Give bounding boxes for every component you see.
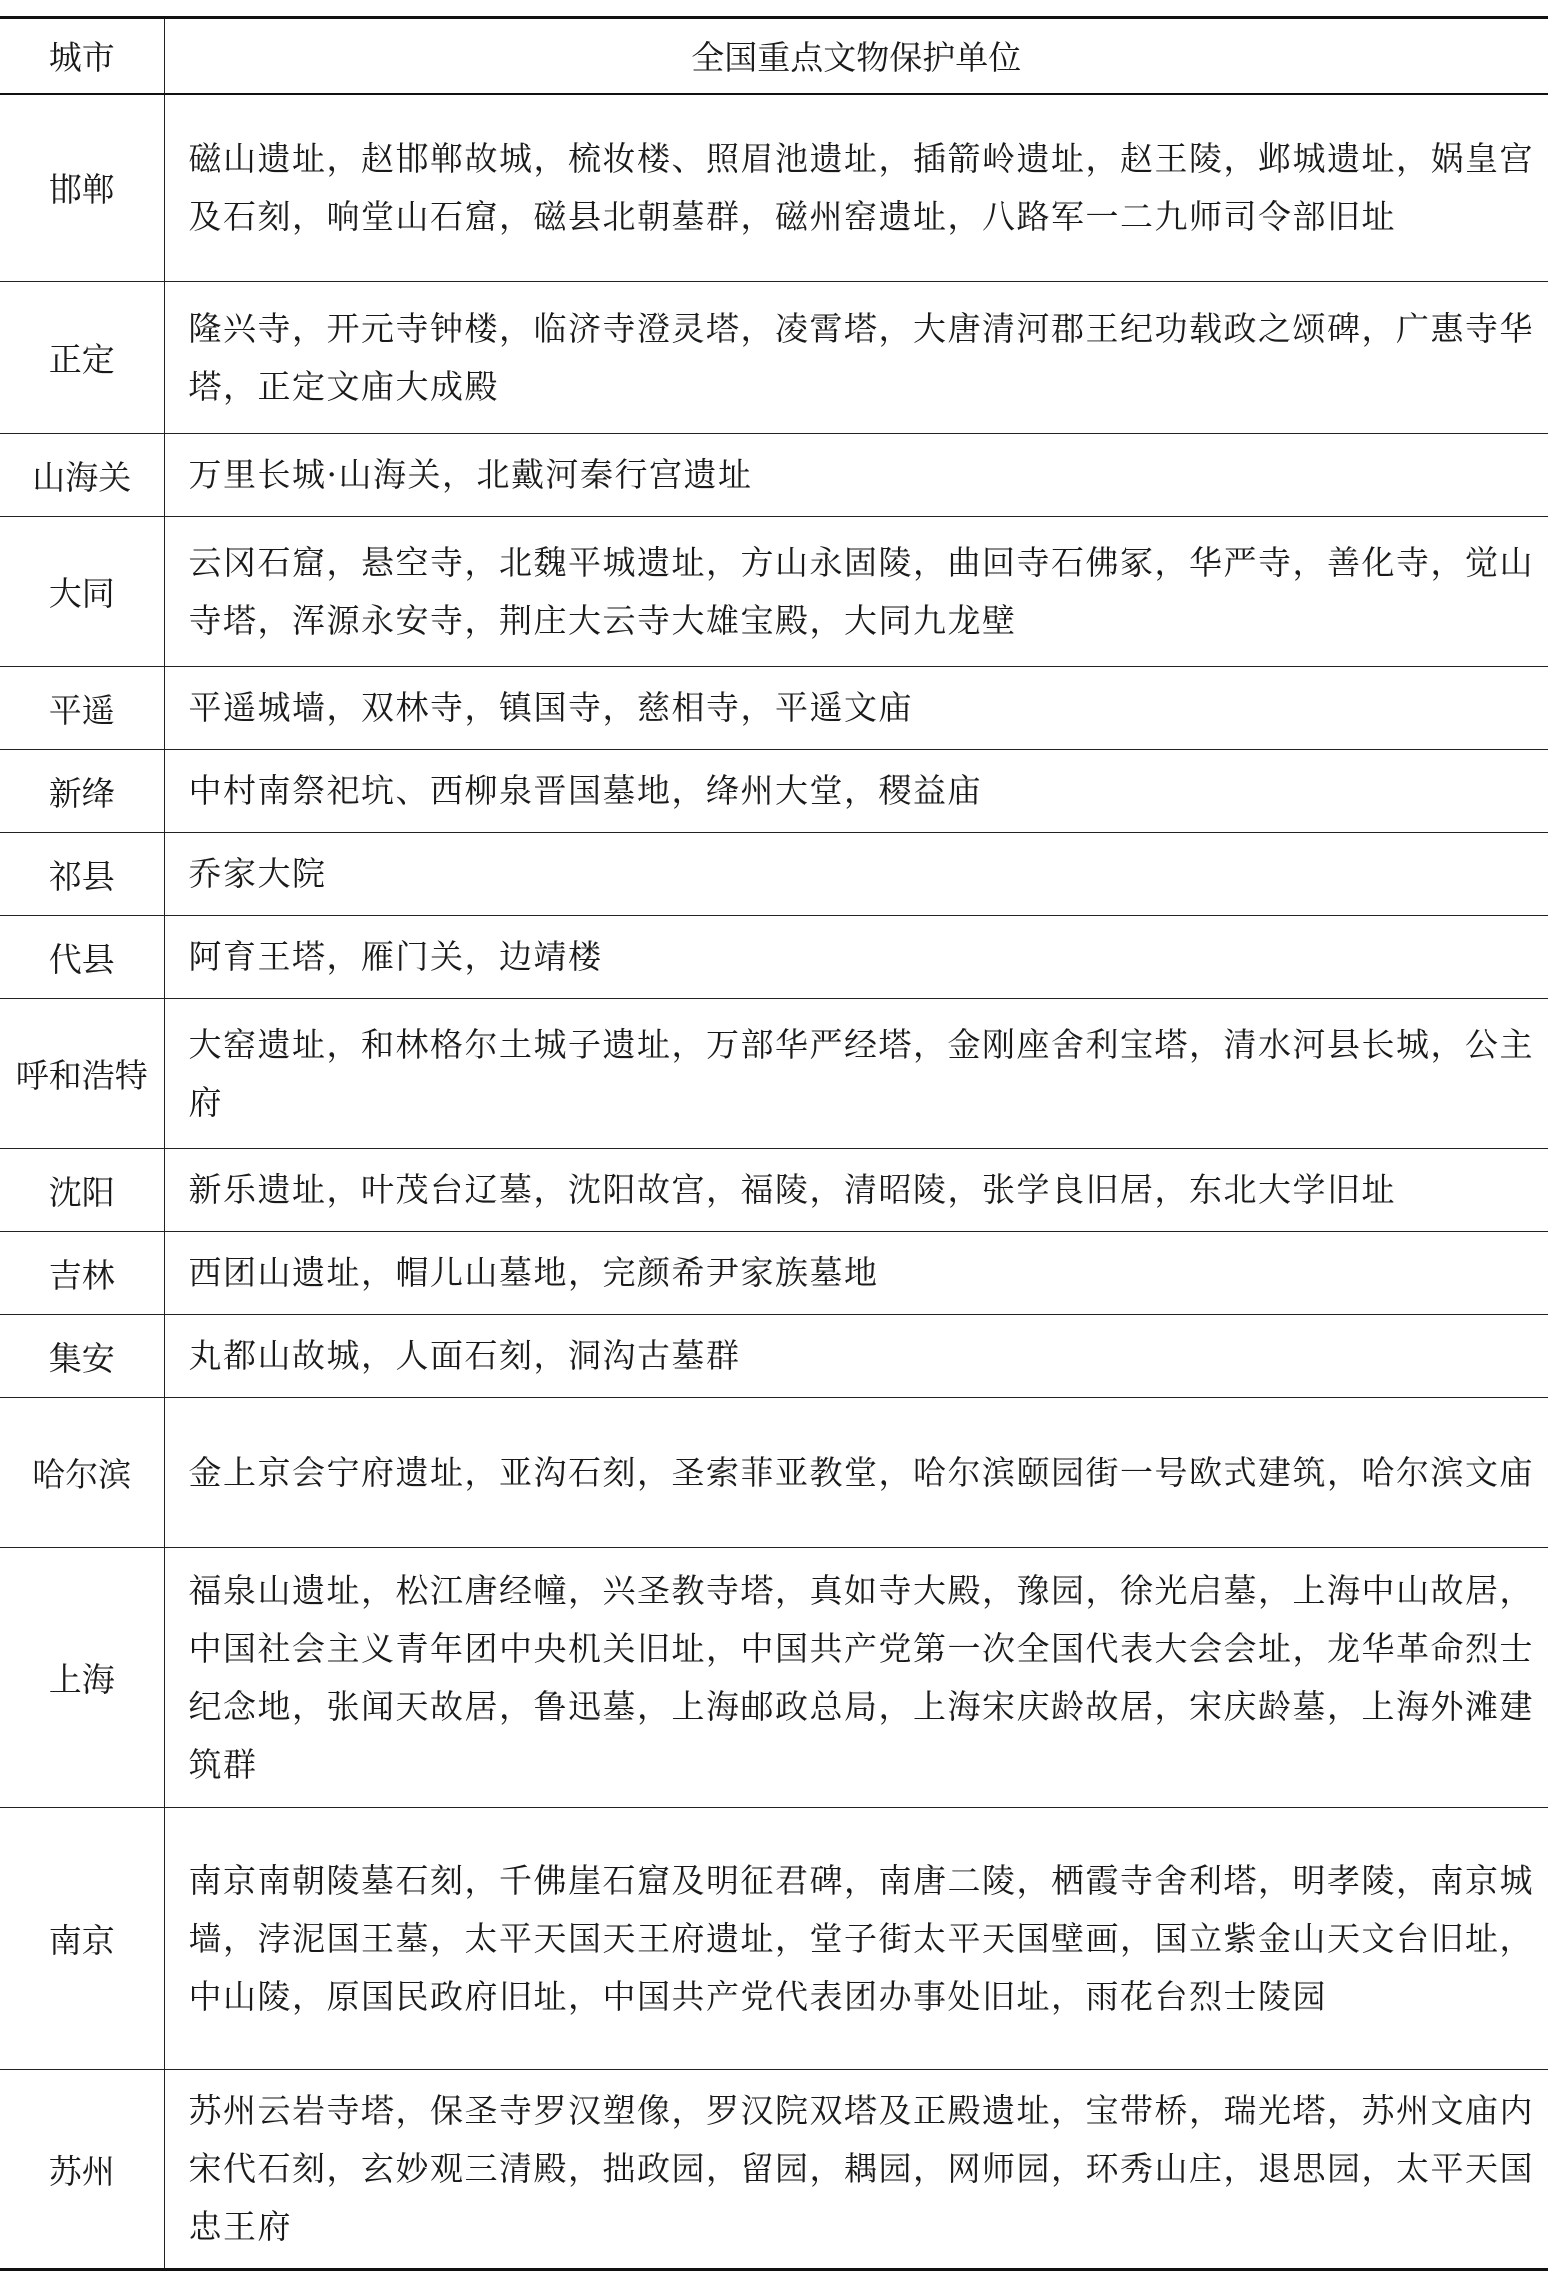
sites-cell: 磁山遗址，赵邯郸故城，梳妆楼、照眉池遗址，插箭岭遗址，赵王陵，邺城遗址，娲皇宫及石刻，响堂山石窟，磁县北朝墓群，磁州窑遗址，八路军一二九师司令部旧址 bbox=[188, 138, 1534, 236]
city-cell: 南京 bbox=[0, 1808, 164, 2070]
table-row bbox=[0, 1548, 1548, 1808]
table-row bbox=[0, 94, 1548, 282]
table-row bbox=[0, 2070, 1548, 2270]
sites-cell: 丸都山故城，人面石刻，洞沟古墓群 bbox=[188, 1336, 741, 1375]
sites-cell: 平遥城墙，双林寺，镇国寺，慈相寺，平遥文庙 bbox=[188, 688, 913, 727]
sites-cell: 金上京会宁府遗址，亚沟石刻，圣索菲亚教堂，哈尔滨颐园街一号欧式建筑，哈尔滨文庙 bbox=[188, 1452, 1534, 1492]
heritage-sites-table bbox=[0, 16, 1548, 2271]
table-row bbox=[0, 1398, 1548, 1548]
city-cell: 哈尔滨 bbox=[0, 1398, 164, 1548]
table-row bbox=[0, 434, 1548, 517]
city-cell: 代县 bbox=[0, 916, 164, 999]
table-row bbox=[0, 667, 1548, 750]
city-cell: 沈阳 bbox=[0, 1149, 164, 1232]
table-row bbox=[0, 282, 1548, 434]
header-sites: 全国重点文物保护单位 bbox=[691, 38, 1022, 78]
table-row bbox=[0, 1232, 1548, 1315]
table-row bbox=[0, 999, 1548, 1149]
table-body bbox=[0, 94, 1548, 2270]
city-cell: 平遥 bbox=[0, 667, 164, 750]
sites-cell: 中村南祭祀坑、西柳泉晋国墓地，绛州大堂，稷益庙 bbox=[188, 771, 982, 810]
heritage-table-container bbox=[0, 16, 1566, 2271]
sites-cell: 南京南朝陵墓石刻，千佛崖石窟及明征君碑，南唐二陵，栖霞寺舍利塔，明孝陵，南京城墙，浡泥国王墓，太平天国天王府遗址，堂子街太平天国壁画，国立紫金山天文台旧址，中山陵，原国民政府旧址，中国共产党代表团办事处旧址，雨花台烈士陵园 bbox=[188, 1860, 1534, 2016]
header-city: 城市 bbox=[0, 18, 164, 94]
sites-cell: 大窑遗址，和林格尔土城子遗址，万部华严经塔，金刚座舍利宝塔，清水河县长城，公主府 bbox=[188, 1024, 1534, 1122]
table-row bbox=[0, 833, 1548, 916]
city-cell: 大同 bbox=[0, 517, 164, 667]
sites-cell: 福泉山遗址，松江唐经幢，兴圣教寺塔，真如寺大殿，豫园，徐光启墓，上海中山故居，中国社会主义青年团中央机关旧址，中国共产党第一次全国代表大会会址，龙华革命烈士纪念地，张闻天故居，鲁迅墓，上海邮政总局，上海宋庆龄故居，宋庆龄墓，上海外滩建筑群 bbox=[188, 1570, 1534, 1784]
sites-cell: 新乐遗址，叶茂台辽墓，沈阳故宫，福陵，清昭陵，张学良旧居，东北大学旧址 bbox=[188, 1170, 1396, 1209]
table-row bbox=[0, 750, 1548, 833]
sites-cell: 阿育王塔，雁门关，边靖楼 bbox=[188, 937, 603, 976]
table-row bbox=[0, 916, 1548, 999]
table-row bbox=[0, 1315, 1548, 1398]
sites-cell: 乔家大院 bbox=[188, 854, 327, 893]
city-cell: 上海 bbox=[0, 1548, 164, 1808]
table-row bbox=[0, 517, 1548, 667]
city-cell: 祁县 bbox=[0, 833, 164, 916]
table-header bbox=[0, 18, 1548, 94]
city-cell: 邯郸 bbox=[0, 94, 164, 282]
city-cell: 山海关 bbox=[0, 434, 164, 517]
city-cell: 新绛 bbox=[0, 750, 164, 833]
sites-cell: 万里长城·山海关，北戴河秦行宫遗址 bbox=[188, 455, 753, 494]
table-row bbox=[0, 1149, 1548, 1232]
table-row bbox=[0, 1808, 1548, 2070]
sites-cell: 隆兴寺，开元寺钟楼，临济寺澄灵塔，凌霄塔，大唐清河郡王纪功载政之颂碑，广惠寺华塔，正定文庙大成殿 bbox=[188, 308, 1534, 406]
city-cell: 正定 bbox=[0, 282, 164, 434]
sites-cell: 苏州云岩寺塔，保圣寺罗汉塑像，罗汉院双塔及正殿遗址，宝带桥，瑞光塔，苏州文庙内宋代石刻，玄妙观三清殿，拙政园，留园，耦园，网师园，环秀山庄，退思园，太平天国忠王府 bbox=[188, 2091, 1534, 2246]
city-cell: 吉林 bbox=[0, 1232, 164, 1315]
sites-cell: 西团山遗址，帽儿山墓地，完颜希尹家族墓地 bbox=[188, 1253, 879, 1292]
city-cell: 苏州 bbox=[0, 2070, 164, 2270]
header-row bbox=[0, 18, 1548, 94]
city-cell: 呼和浩特 bbox=[0, 999, 164, 1149]
sites-cell: 云冈石窟，悬空寺，北魏平城遗址，方山永固陵，曲回寺石佛冢，华严寺，善化寺，觉山寺塔，浑源永安寺，荆庄大云寺大雄宝殿，大同九龙壁 bbox=[188, 542, 1534, 640]
city-cell: 集安 bbox=[0, 1315, 164, 1398]
